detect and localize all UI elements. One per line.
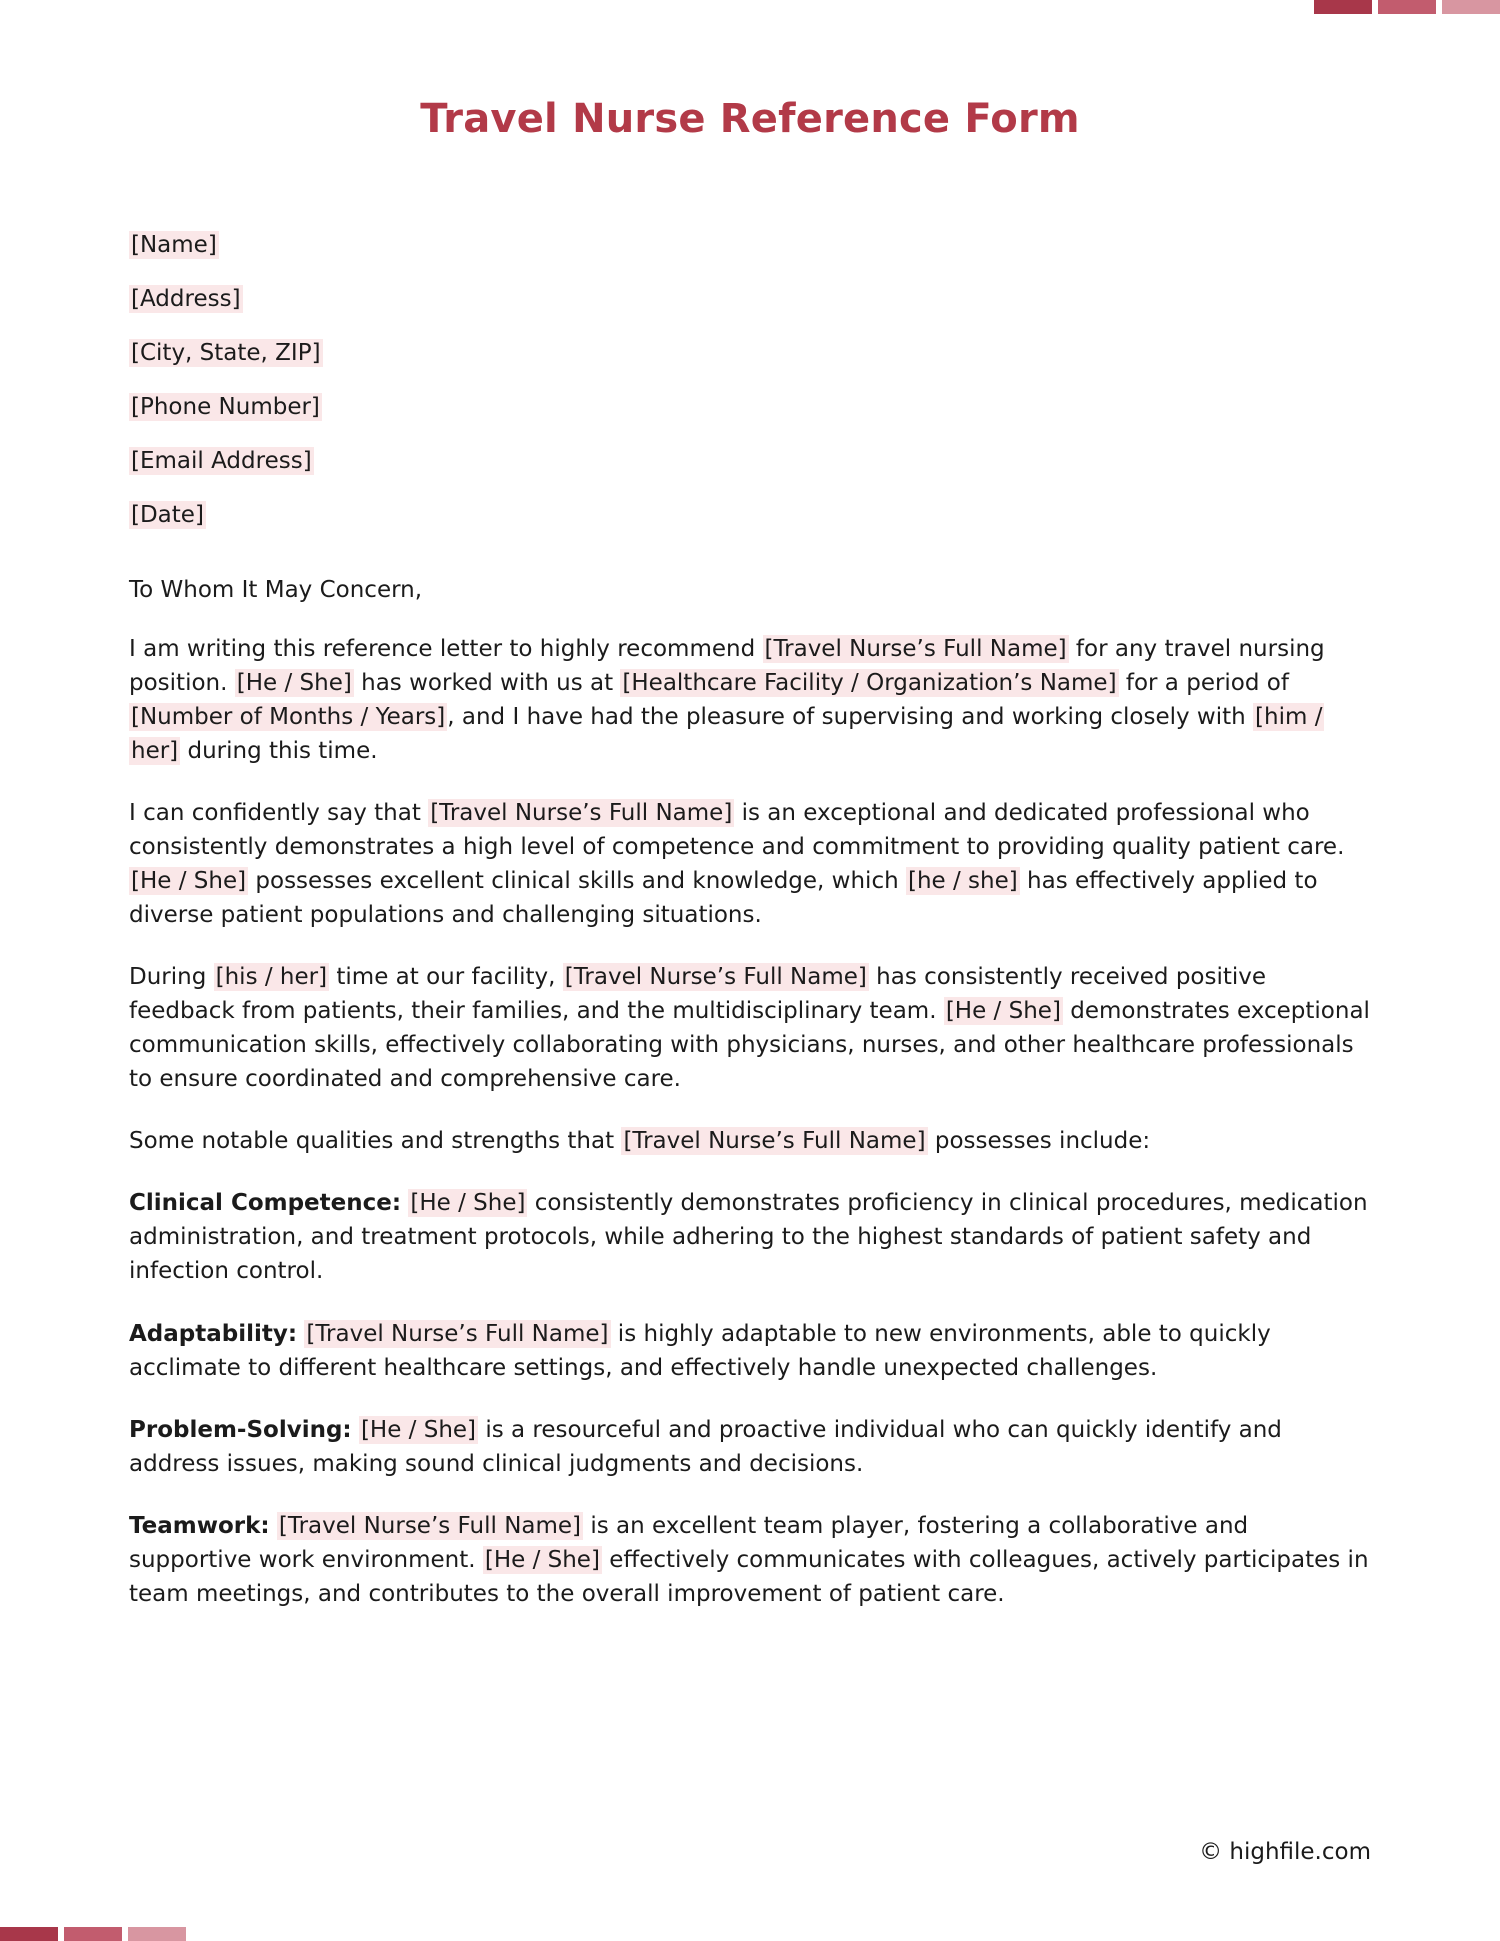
text-run: has worked with us at: [353, 670, 621, 697]
text-run: demonstrates exceptional communication skills, effectively collaborating with physicians, nurses, and other healthcare professionals to ensure coordinated and comprehensive care.: [129, 998, 1370, 1093]
quality-problem-solving: [129, 1413, 1371, 1481]
placeholder-nurse-name[interactable]: [Travel Nurse’s Full Name]: [564, 964, 867, 991]
placeholder-nurse-name[interactable]: [Travel Nurse’s Full Name]: [306, 1320, 609, 1347]
paragraph-competence: [129, 796, 1371, 932]
text-run: possesses include:: [927, 1128, 1151, 1155]
paragraph-qualities-intro: [129, 1124, 1371, 1158]
text-run: is highly adaptable to new environments, able to quickly acclimate to different healthcare settings, and effectively handle unexpected challenges.: [129, 1320, 1271, 1381]
text-run: During: [129, 964, 214, 991]
text-run: effectively communicates with colleagues, actively participates in team meetings, and contributes to the overall improvement of patient care.: [129, 1546, 1369, 1607]
text-run: during this time.: [180, 738, 378, 765]
text-run: is a resourceful and proactive individual who can quickly identify and address issues, making sound clinical judgments and decisions.: [129, 1416, 1282, 1477]
quality-teamwork: [129, 1509, 1371, 1611]
page-title: Travel Nurse Reference Form: [420, 96, 1080, 142]
placeholder-duration[interactable]: [Number of Months / Years]: [131, 704, 446, 731]
text-run: for a period of: [1118, 670, 1289, 697]
placeholder-pronoun[interactable]: [He / She]: [236, 670, 352, 697]
text-run: has effectively applied to diverse patient populations and challenging situations.: [129, 868, 1318, 929]
placeholder-facility-name[interactable]: [Healthcare Facility / Organization’s Name]: [622, 670, 1117, 697]
field-date: [129, 504, 1371, 527]
placeholder-pronoun[interactable]: [He / She]: [945, 998, 1061, 1025]
footer-copyright: © highfile.com: [1199, 1839, 1371, 1865]
text-run: , and I have had the pleasure of supervising and working closely with: [447, 704, 1254, 731]
text-run: time at our facility,: [329, 964, 563, 991]
field-phone-number-value[interactable]: [Phone Number]: [131, 394, 320, 420]
recipient-fields-block: [129, 234, 1371, 527]
placeholder-pronoun[interactable]: [He / She]: [360, 1416, 477, 1443]
text-run: has consistently received positive feedback from patients, their families, and the multidisciplinary team.: [129, 964, 1267, 1025]
text-run: [352, 1417, 359, 1443]
text-run: I am writing this reference letter to highly recommend: [129, 636, 763, 662]
placeholder-pronoun[interactable]: [He / She]: [131, 868, 247, 895]
placeholder-nurse-name[interactable]: [Travel Nurse’s Full Name]: [278, 1512, 582, 1539]
field-address: [129, 288, 1371, 311]
field-address-value[interactable]: [Address]: [131, 286, 241, 312]
placeholder-pronoun-possessive[interactable]: [his / her]: [215, 964, 328, 991]
placeholder-nurse-name[interactable]: [Travel Nurse’s Full Name]: [623, 1128, 926, 1155]
field-phone-number: [129, 396, 1371, 419]
placeholder-nurse-name[interactable]: [Travel Nurse’s Full Name]: [764, 636, 1067, 662]
text-run: consistently demonstrates proficiency in clinical procedures, medication administration, and treatment protocols, while adhering to the highest standards of patient safety and infection control.: [129, 1190, 1368, 1285]
quality-adaptability: [129, 1317, 1371, 1385]
text-run: is an excellent team player, fostering a collaborative and supportive work environment.: [129, 1512, 1249, 1573]
text-run: possesses excellent clinical skills and knowledge, which: [248, 868, 906, 895]
text-run: I can confidently say that: [129, 800, 429, 827]
quality-label: Adaptability:: [129, 1320, 298, 1347]
quality-label: Clinical Competence:: [129, 1190, 402, 1217]
text-run: [270, 1513, 277, 1539]
field-email-address: [129, 450, 1371, 473]
text-run: for any travel nursing position.: [129, 636, 1325, 697]
salutation: To Whom It May Concern,: [129, 577, 423, 603]
paragraph-feedback: [129, 960, 1371, 1096]
field-email-address-value[interactable]: [Email Address]: [131, 448, 312, 474]
quality-label: Teamwork:: [129, 1512, 270, 1539]
placeholder-pronoun[interactable]: [He / She]: [410, 1190, 526, 1217]
quality-clinical-competence: [129, 1186, 1371, 1288]
text-run: Some notable qualities and strengths that: [129, 1128, 622, 1155]
placeholder-pronoun-lower[interactable]: [he / she]: [907, 868, 1018, 895]
placeholder-pronoun-object[interactable]: [him / her]: [131, 704, 1323, 765]
placeholder-nurse-name[interactable]: [Travel Nurse’s Full Name]: [430, 800, 733, 827]
field-city-state-zip: [129, 342, 1371, 365]
field-date-value[interactable]: [Date]: [131, 502, 204, 528]
text-run: is an exceptional and dedicated professional who consistently demonstrates a high level of competence and commitment to providing quality patient care.: [129, 800, 1345, 861]
paragraph-intro: [129, 632, 1371, 768]
placeholder-pronoun[interactable]: [He / She]: [484, 1546, 600, 1573]
quality-label: Problem-Solving:: [129, 1416, 352, 1443]
field-name-value[interactable]: [Name]: [131, 232, 217, 258]
field-name: [129, 234, 1371, 257]
field-city-state-zip-value[interactable]: [City, State, ZIP]: [131, 340, 321, 366]
